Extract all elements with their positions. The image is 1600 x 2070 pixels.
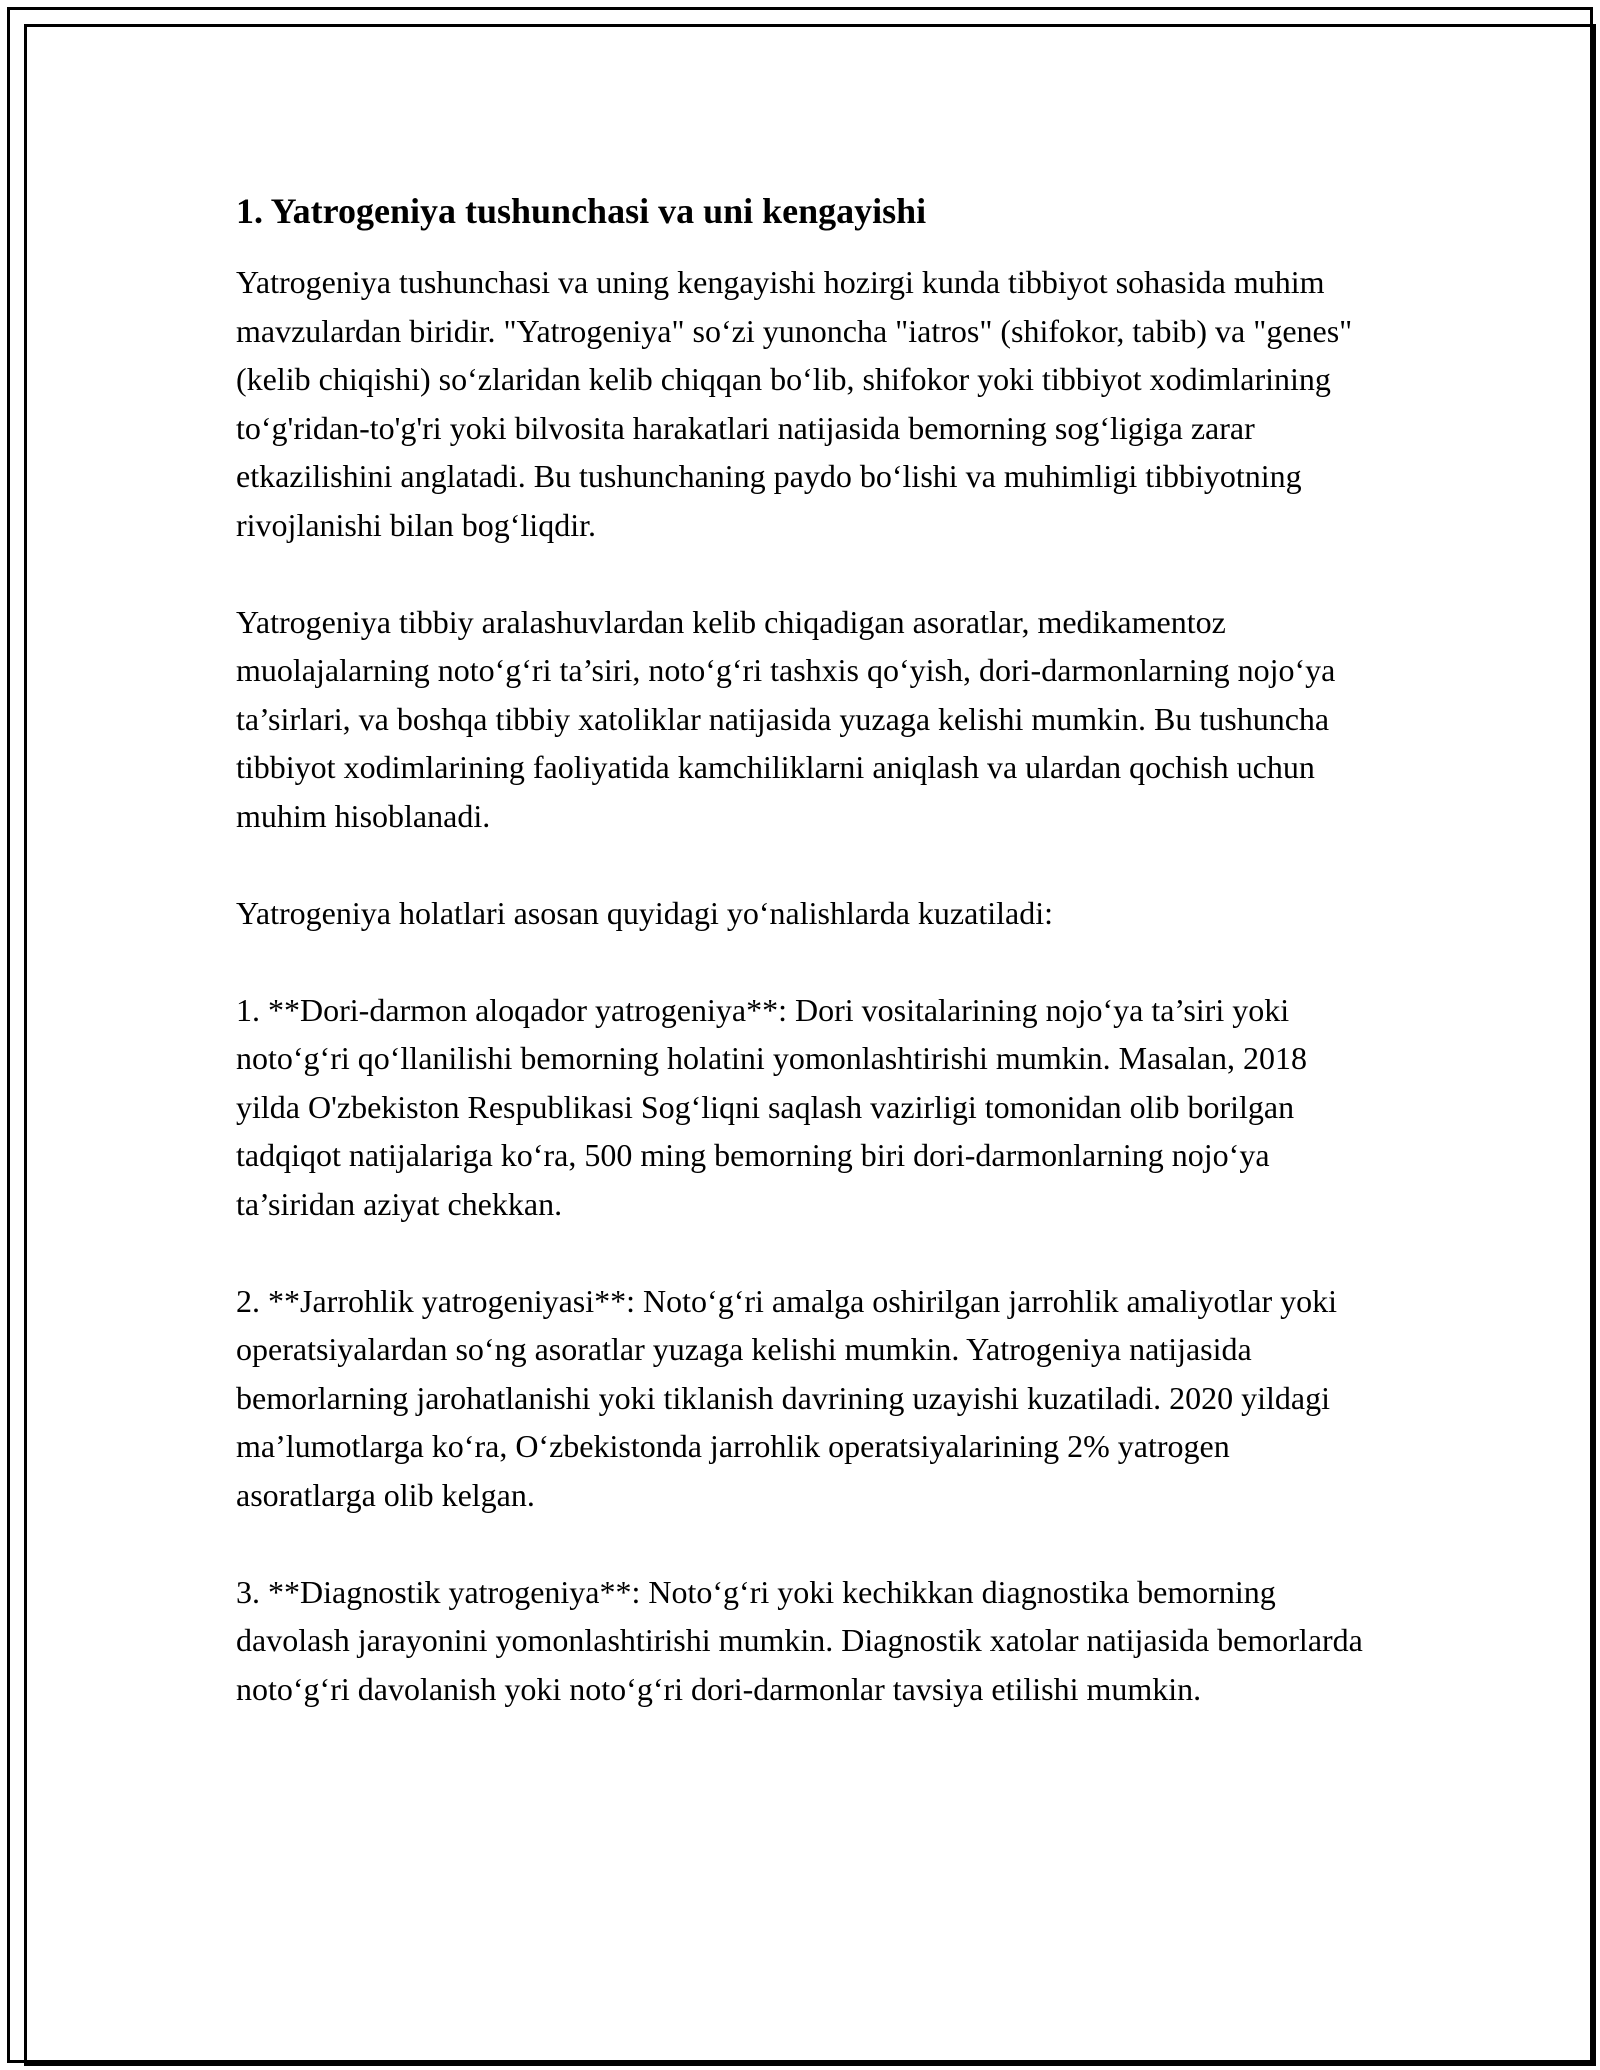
- list-item-diagnostic: 3. **Diagnostik yatrogeniya**: Noto‘g‘ri yoki kechikkan diagnostika bemorning davolash jarayonini yomonlashtirishi mumkin. Diagnostik xatolar natijasida bemorlarda noto‘g‘ri davolanish yoki noto‘g‘ri dori-darmonlar tavsiya etilishi mumkin.: [236, 1573, 1363, 1707]
- paragraph-directions: Yatrogeniya holatlari asosan quyidagi yo‘nalishlarda kuzatiladi:: [236, 894, 1053, 931]
- document-body: [236, 188, 1366, 1762]
- paragraph-causes: Yatrogeniya tibbiy aralashuvlardan kelib chiqadigan asoratlar, medikamentoz muolajalarning noto‘g‘ri ta’siri, noto‘g‘ri tashxis qo‘yish, dori-darmonlarning nojo‘ya ta’sirlari, va boshqa tibbiy xatoliklar natijasida yuzaga kelishi mumkin. Bu tushuncha tibbiyot xodimlarining faoliyatida kamchiliklarni aniqlash va ulardan qochish uchun muhim hisoblanadi.: [236, 603, 1336, 834]
- list-item-medication: 1. **Dori-darmon aloqador yatrogeniya**: Dori vositalarining nojo‘ya ta’siri yoki noto‘g‘ri qo‘llanilishi bemorning holatini yomonlashtirishi mumkin. Masalan, 2018 yilda O'zbekiston Respublikasi Sog‘liqni saqlash vazirligi tomonidan olib borilgan tadqiqot natijalariga ko‘ra, 500 ming bemorning biri dori-darmonlarning nojo‘ya ta’siridan aziyat chekkan.: [236, 991, 1307, 1222]
- paragraph-intro: Yatrogeniya tushunchasi va uning kengayishi hozirgi kunda tibbiyot sohasida muhim mavzulardan biridir. "Yatrogeniya" so‘zi yunoncha "iatros" (shifokor, tabib) va "genes" (kelib chiqishi) so‘zlaridan kelib chiqqan bo‘lib, shifokor yoki tibbiyot xodimlarining to‘g'ridan-to'g'ri yoki bilvosita harakatlari natijasida bemorning sog‘ligiga zarar etkazilishini anglatadi. Bu tushunchaning paydo bo‘lishi va muhimligi tibbiyotning rivojlanishi bilan bog‘liqdir.: [236, 264, 1353, 543]
- section-heading: 1. Yatrogeniya tushunchasi va uni kengayishi: [236, 191, 927, 231]
- list-item-surgical: 2. **Jarrohlik yatrogeniyasi**: Noto‘g‘ri amalga oshirilgan jarrohlik amaliyotlar yoki operatsiyalardan so‘ng asoratlar yuzaga kelishi mumkin. Yatrogeniya natijasida bemorlarning jarohatlanishi yoki tiklanish davrining uzayishi kuzatiladi. 2020 yildagi ma’lumotlarga ko‘ra, O‘zbekistonda jarrohlik operatsiyalarining 2% yatrogen asoratlarga olib kelgan.: [236, 1282, 1338, 1513]
